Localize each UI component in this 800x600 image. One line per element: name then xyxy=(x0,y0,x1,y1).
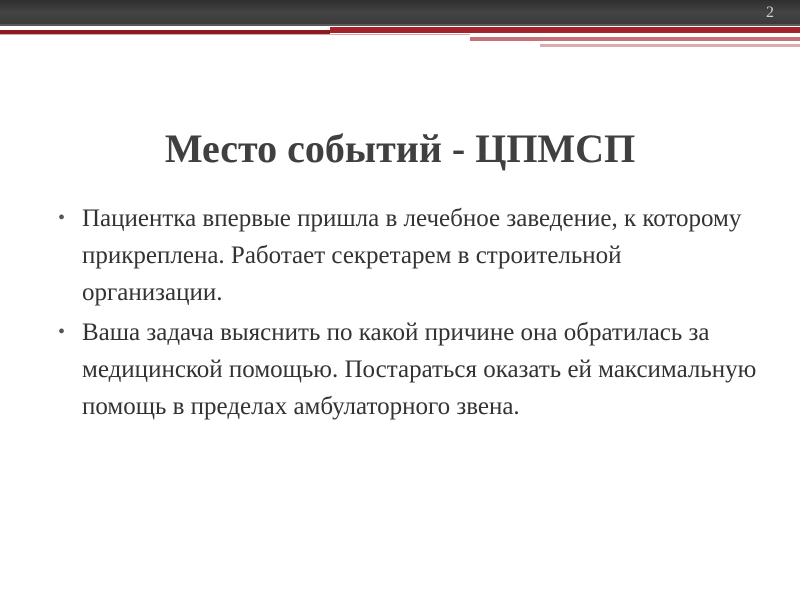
bullet-item xyxy=(58,200,758,311)
bullet-marker: • xyxy=(58,321,66,343)
bullet-item xyxy=(58,314,758,425)
slide-header-bar xyxy=(0,0,800,25)
bullet-marker: • xyxy=(58,207,66,229)
bullet-text: Пациентка впервые пришла в лечебное заведение, к которому прикреплена. Работает секретарем в строительной организации. xyxy=(82,205,742,306)
decorative-stripe xyxy=(540,44,800,47)
slide-number: 2 xyxy=(766,4,774,21)
decorative-stripe xyxy=(470,37,800,41)
bullet-text: Ваша задача выяснить по какой причине она обратилась за медицинской помощью. Постараться оказать ей максимальную помощь в пределах амбулаторного звена. xyxy=(82,319,757,420)
slide-title: Место событий - ЦПМСП xyxy=(164,126,636,171)
header-bar-edge xyxy=(0,24,800,26)
bullet-list xyxy=(58,200,758,428)
decorative-stripe xyxy=(330,27,800,33)
decorative-stripe xyxy=(0,34,470,35)
